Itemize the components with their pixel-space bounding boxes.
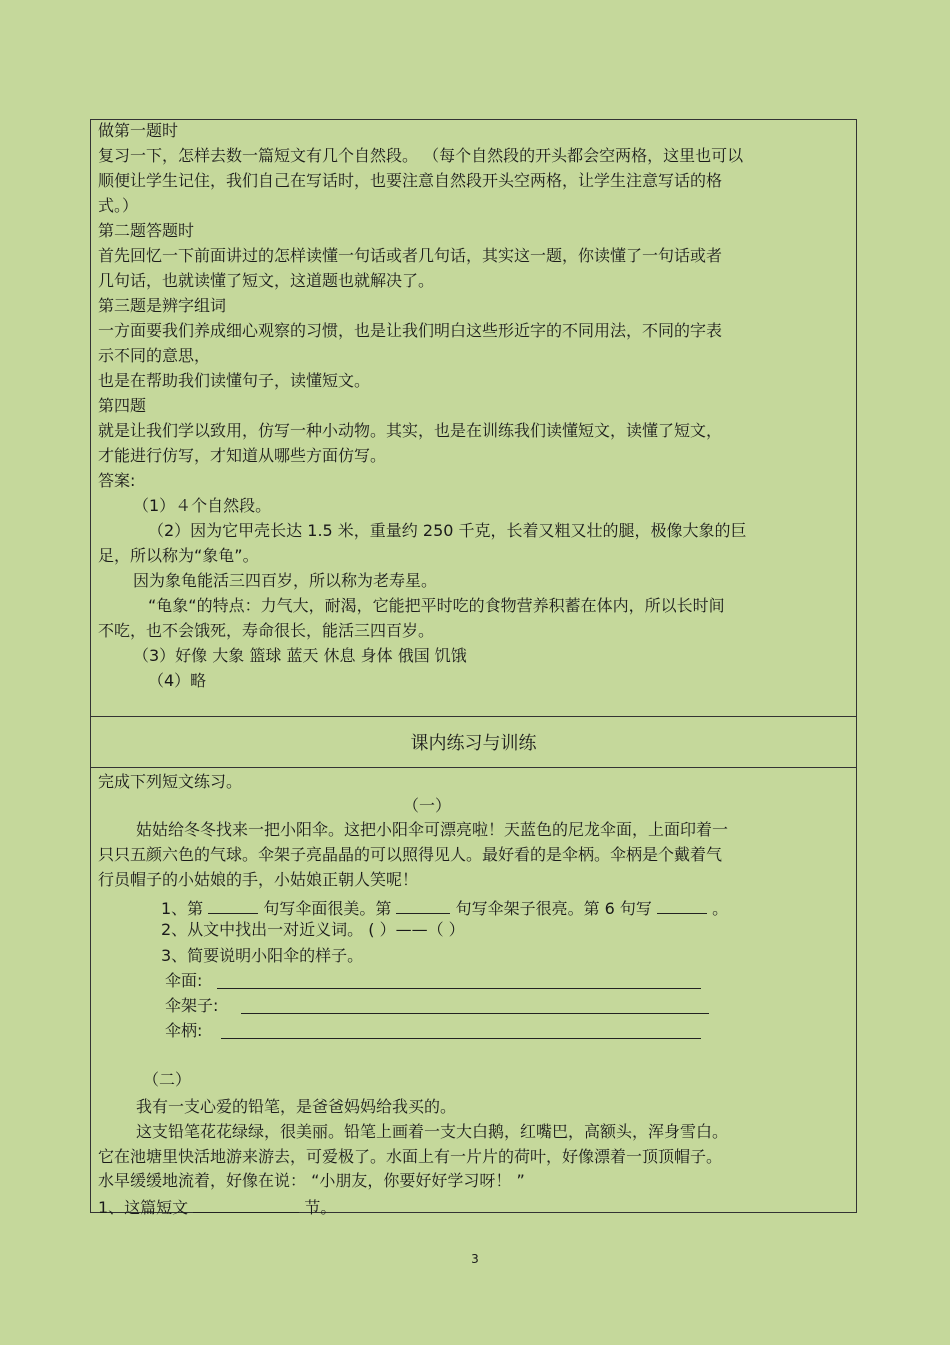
text-line: 第四题 <box>98 396 147 415</box>
text-line: 首先回忆一下前面讲过的怎样读懂一句话或者几句话，其实这一题，你读懂了一句话或者 <box>98 246 723 265</box>
question-text: 。 <box>712 899 729 918</box>
worksheet-table <box>90 119 857 1217</box>
passage-line: 水早缓缓地流着，好像在说： “小朋友，你要好好学习呀！ ” <box>98 1171 525 1190</box>
text-line: 做第一题时 <box>98 121 179 140</box>
question-text: 1、第 <box>161 899 204 918</box>
text-line: 一方面要我们养成细心观察的习惯，也是让我们明白这些形近字的不同用法，不同的字表 <box>98 321 723 340</box>
question-1 <box>161 897 728 919</box>
answer-blank[interactable] <box>396 897 450 914</box>
label-umbrella-cover: 伞面: <box>165 971 203 990</box>
section-title: 课内练习与训练 <box>410 733 537 754</box>
label-umbrella-handle: 伞柄: <box>165 1021 203 1040</box>
answer-line: 足，所以称为“象龟”。 <box>98 546 259 565</box>
answer-line: （2）因为它甲壳长达 1.5 米，重量约 250 千克，长着又粗又壮的腿，极像大象的巨 <box>148 521 747 540</box>
answer-line-blank[interactable] <box>221 1038 701 1039</box>
passage-title: （一） <box>403 796 452 815</box>
question-text: 句写伞架子很亮。第 6 句写 <box>455 899 652 918</box>
question-text: 节。 <box>304 1198 337 1217</box>
text-line: 式。） <box>98 196 139 215</box>
answer-line: “龟象“的特点：力气大，耐渴，它能把平时吃的食物营养积蓄在体内，所以长时间 <box>148 596 725 615</box>
answer-blank[interactable] <box>208 897 258 914</box>
divider <box>91 767 856 768</box>
text-line: 示不同的意思， <box>98 346 211 365</box>
answer-line: 不吃，也不会饿死，寿命很长，能活三四百岁。 <box>98 621 435 640</box>
passage-line: 姑姑给冬冬找来一把小阳伞。这把小阳伞可漂亮啦！天蓝色的尼龙伞面，上面印着一 <box>136 820 729 839</box>
text-line: 第二题答题时 <box>98 221 195 240</box>
text-line: 才能进行仿写，才知道从哪些方面仿写。 <box>98 446 387 465</box>
label-umbrella-frame: 伞架子: <box>165 996 219 1015</box>
answer-blank[interactable] <box>657 897 707 914</box>
passage-line: 这支铅笔花花绿绿，很美丽。铅笔上画着一支大白鹅，红嘴巴，高额头，浑身雪白。 <box>136 1122 729 1141</box>
answer-line: （3）好像 大象 篮球 蓝天 休息 身体 俄国 饥饿 <box>133 646 467 665</box>
exercise-intro: 完成下列短文练习。 <box>98 772 243 791</box>
text-line: 几句话，也就读懂了短文，这道题也就解决了。 <box>98 271 435 290</box>
answer-line: （1）４个自然段。 <box>133 496 272 515</box>
question-text: 1、这篇短文 <box>98 1198 189 1217</box>
text-line: 就是让我们学以致用，仿写一种小动物。其实，也是在训练我们读懂短文，读懂了短文， <box>98 421 723 440</box>
passage-line: 它在池塘里快活地游来游去，可爱极了。水面上有一片片的荷叶，好像漂着一顶顶帽子。 <box>98 1147 723 1166</box>
answer-blank[interactable] <box>193 1196 299 1213</box>
text-line: 顺便让学生记住，我们自己在写话时，也要注意自然段开头空两格，让学生注意写话的格 <box>98 171 723 190</box>
divider <box>91 716 856 717</box>
passage-title: （二） <box>143 1070 192 1089</box>
passage-line: 行员帽子的小姑娘的手，小姑娘正朝人笑呢！ <box>98 870 419 889</box>
question-3: 3、简要说明小阳伞的样子。 <box>161 946 364 965</box>
question-2: 2、从文中找出一对近义词。 ( ）——（ ） <box>161 920 465 939</box>
answer-line: （4）略 <box>148 671 207 690</box>
answer-heading: 答案: <box>98 471 136 490</box>
text-line: 复习一下，怎样去数一篇短文有几个自然段。 （每个自然段的开头都会空两格，这里也可以 <box>98 146 744 165</box>
page-number: 3 <box>471 1252 479 1266</box>
passage2-question-1 <box>98 1196 336 1218</box>
passage-line: 只只五颜六色的气球。伞架子亮晶晶的可以照得见人。最好看的是伞柄。伞柄是个戴着气 <box>98 845 723 864</box>
text-line: 第三题是辨字组词 <box>98 296 227 315</box>
answer-line-blank[interactable] <box>241 1013 709 1014</box>
question-text: 句写伞面很美。第 <box>263 899 392 918</box>
answer-line: 因为象龟能活三四百岁，所以称为老寿星。 <box>133 571 438 590</box>
passage-line: 我有一支心爱的铅笔，是爸爸妈妈给我买的。 <box>136 1097 457 1116</box>
text-line: 也是在帮助我们读懂句子，读懂短文。 <box>98 371 371 390</box>
answer-line-blank[interactable] <box>217 988 701 989</box>
